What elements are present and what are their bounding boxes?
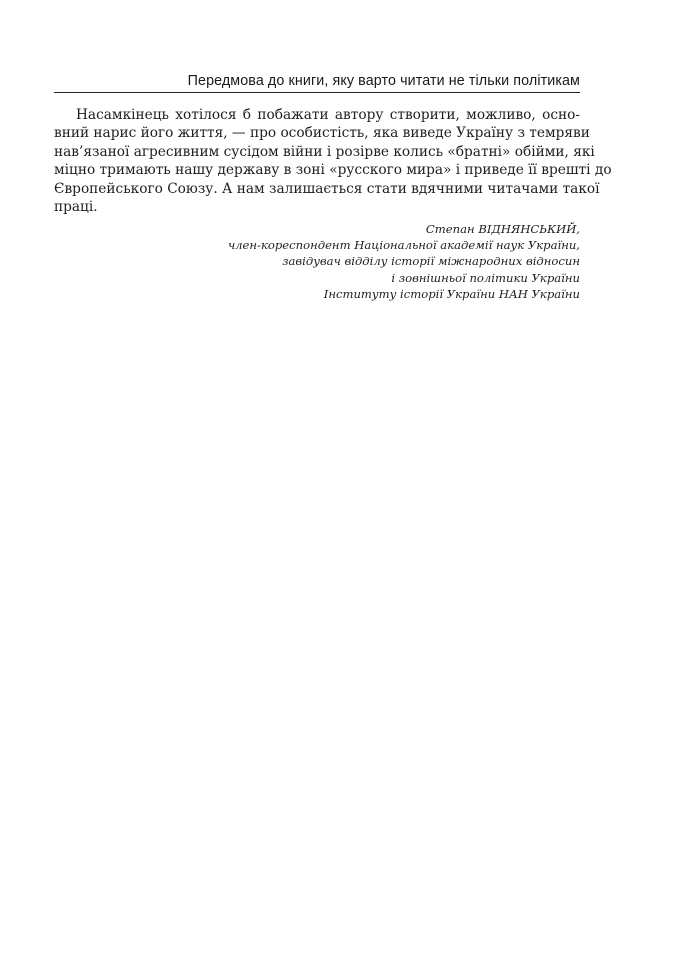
- paragraph-line: Насамкінець хотілося б побажати автору створити, можливо, осно-: [76, 107, 580, 123]
- paragraph-line: вний нарис його життя, — про особистість, яка виведе Україну з темряви: [54, 125, 590, 142]
- paragraph-line: міцно тримають нашу державу в зоні «русского мира» і приведе її врешті до: [54, 162, 612, 179]
- paragraph-line: праці.: [54, 199, 98, 216]
- signature-title: і зовнішньої політики України: [391, 270, 580, 285]
- signature-title: завідувач відділу історії міжнародних відносин: [282, 254, 580, 269]
- running-header: Передмова до книги, яку варто читати не тільки політикам: [187, 73, 580, 89]
- body-paragraph: [54, 106, 612, 216]
- signature-title: Інституту історії України НАН України: [323, 286, 580, 301]
- signature-title: член-кореспондент Національної академії наук України,: [227, 238, 580, 253]
- paragraph-line: нав’язаної агресивним сусідом війни і розірве колись «братні» обійми, які: [54, 143, 595, 160]
- paragraph-line: Європейського Союзу. А нам залишається стати вдячними читачами такої: [54, 180, 600, 197]
- signature-block: [160, 221, 580, 302]
- signature-name: Степан ВІДНЯНСЬКИЙ,: [425, 222, 580, 236]
- header-rule: [54, 92, 580, 93]
